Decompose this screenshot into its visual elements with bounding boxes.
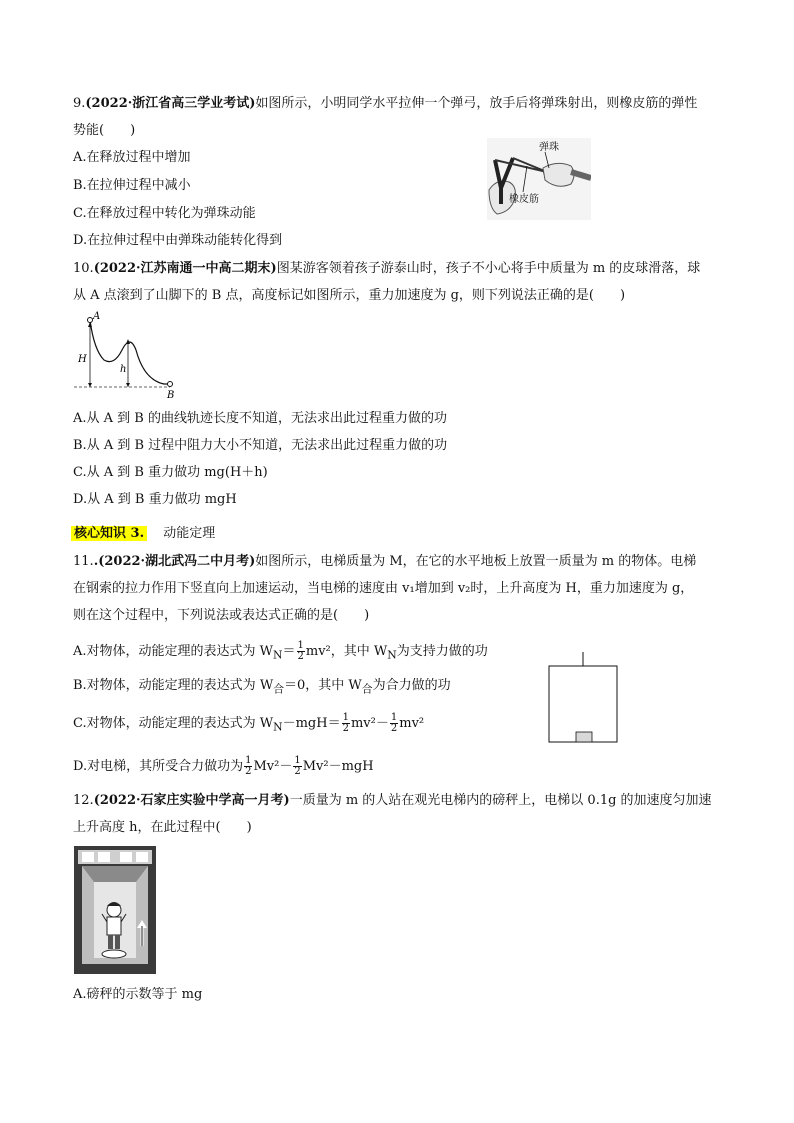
q12-stem-line2: 上升高度 h，在此过程中( ) — [73, 820, 252, 835]
q10-option-d: D.从 A 到 B 重力做功 mgH — [73, 492, 237, 507]
q11-option-a: A.对物体，动能定理的表达式为 $W_N=$ $\frac{1}{2}$ mv²，其中 $W_N$为支持力做的功 — [73, 640, 488, 662]
label-band: 橡皮筋 — [509, 194, 539, 205]
q9-stem-line1: 9.(2022·浙江省高三学业考试)如图所示，小明同学水平拉伸一个弹弓，放手后将弹珠射出，则橡皮筋的弹性 — [73, 96, 698, 111]
q12-option-a: A.磅秤的示数等于 mg — [73, 987, 203, 1002]
q12-source: (2022·石家庄实验中学高一月考) — [93, 793, 290, 808]
label-big-h: H — [78, 354, 87, 365]
label-ball: 弹珠 — [539, 142, 559, 153]
q11-option-b: B.对物体，动能定理的表达式为 $W_合=0$，其中 $W_合$为合力做的功 — [73, 678, 451, 696]
q11-source: .(2022·湖北武冯二中月考) — [93, 554, 256, 569]
elevator-figure — [546, 652, 620, 744]
q11-stem-line1: 11..(2022·湖北武冯二中月考)如图所示，电梯质量为 M，在它的水平地板上放置一质量为 m 的物体。电梯 — [73, 554, 697, 569]
q9-stem-line2: 势能( ) — [73, 123, 136, 138]
q9-option-a: A.在释放过程中增加 — [73, 150, 191, 165]
q11-stem-line3: 则在这个过程中，下列说法或表达式正确的是( ) — [73, 608, 370, 623]
elevator-person-figure — [74, 846, 156, 974]
q9-option-c: C.在释放过程中转化为弹珠动能 — [73, 206, 256, 221]
block-object — [576, 732, 592, 742]
slingshot-figure — [487, 138, 591, 220]
label-small-h: h — [120, 364, 127, 375]
hill-figure — [72, 310, 187, 400]
q11-option-c: C.对物体，动能定理的表达式为 $W_N-mgH=$ $\frac{1}{2}$ mv²－ $\frac{1}{2}$ mv² — [73, 712, 425, 734]
label-b: B — [167, 390, 175, 400]
q11-option-d: D.对电梯，其所受合力做功为 $\frac{1}{2}$ Mv²－ $\frac{1}{2}$ Mv²－mgH — [73, 755, 374, 777]
q9-source: (2022·浙江省高三学业考试) — [85, 96, 256, 111]
q10-source: (2022·江苏南通一中高二期末) — [93, 261, 277, 276]
q10-option-b: B.从 A 到 B 过程中阻力大小不知道，无法求出此过程重力做的功 — [73, 438, 448, 453]
q10-option-a: A.从 A 到 B 的曲线轨迹长度不知道，无法求出此过程重力做的功 — [73, 411, 447, 426]
q10-stem-line1: 10.(2022·江苏南通一中高二期末)图某游客领着孩子游泰山时，孩子不小心将手中质量为 m 的皮球滑落，球 — [73, 261, 701, 276]
q9-option-d: D.在拉伸过程中由弹珠动能转化得到 — [73, 233, 283, 248]
knowledge-title: 动能定理 — [163, 526, 216, 541]
knowledge-tag: 核心知识 3. — [71, 526, 147, 541]
q9-option-b: B.在拉伸过程中减小 — [73, 178, 191, 193]
q11-stem-line2: 在钢索的拉力作用下竖直向上加速运动，当电梯的速度由 v₁增加到 v₂时，上升高度为 H，重力加速度为 g， — [73, 581, 694, 596]
q10-option-c: C.从 A 到 B 重力做功 mg(H＋h) — [73, 465, 268, 480]
q10-stem-line2: 从 A 点滚到了山脚下的 B 点，高度标记如图所示，重力加速度为 g，则下列说法正确的是( ) — [73, 288, 626, 303]
label-a: A — [93, 311, 101, 322]
q12-stem-line1: 12.(2022·石家庄实验中学高一月考)一质量为 m 的人站在观光电梯内的磅秤上，电梯以 0.1g 的加速度匀加速 — [73, 793, 712, 808]
knowledge-heading — [71, 525, 215, 543]
